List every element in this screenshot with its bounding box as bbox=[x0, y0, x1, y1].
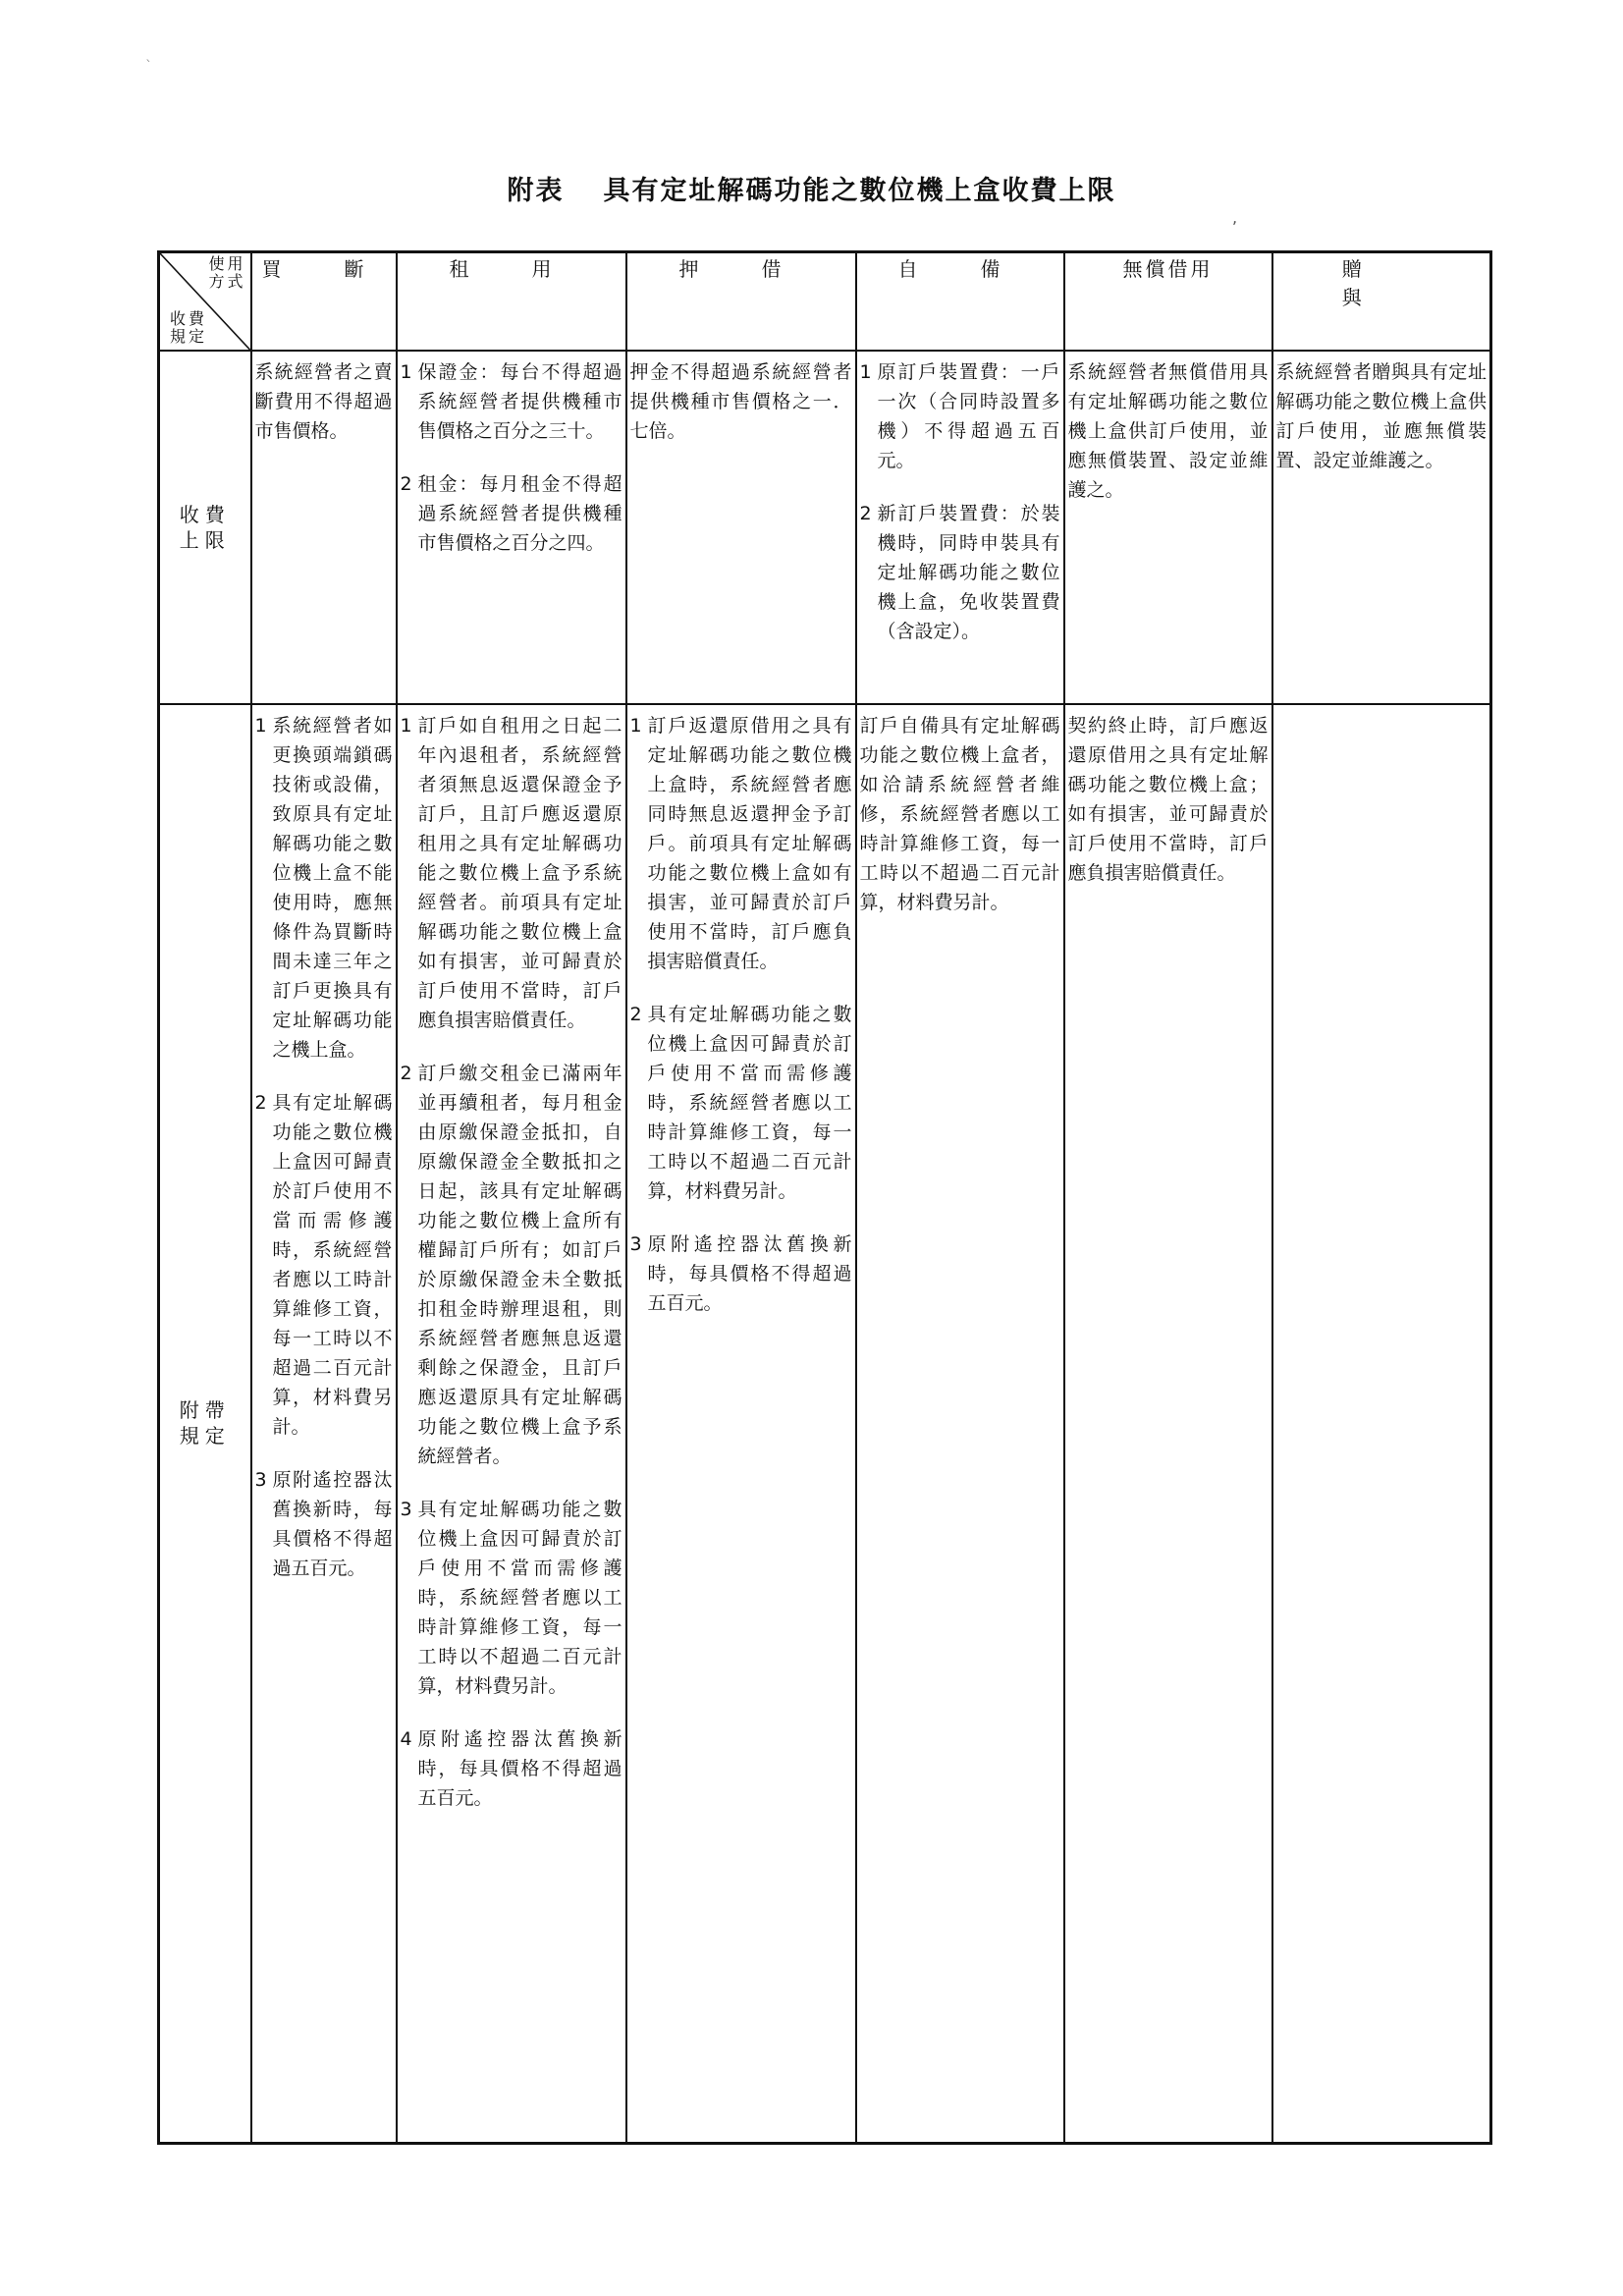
clause-number: 3 bbox=[629, 1233, 642, 1255]
clause bbox=[401, 1059, 622, 1471]
cell bbox=[626, 704, 856, 2143]
clause bbox=[630, 1000, 852, 1206]
clause-text: 系統經營者如更換頭端鎖碼技術或設備，致原具有定址解碼功能之數位機上盒不能使用時，應無條件為買斷時間未達三年之訂戶更換具有定址解碼功能之機上盒。 bbox=[272, 715, 393, 1061]
clause-number: 1 bbox=[629, 715, 642, 737]
clause bbox=[401, 711, 622, 1035]
row-fee-limit bbox=[159, 351, 1491, 704]
page-title bbox=[0, 169, 1623, 207]
clause-text: 具有定址解碼功能之數位機上盒因可歸責於訂戶使用不當而需修護時，系統經營者應以工時計算維修工資，每一工時以不超過二百元計算，材料費另計。 bbox=[647, 1004, 852, 1202]
clause-number: 3 bbox=[254, 1469, 267, 1491]
header-gift: 贈 與 bbox=[1272, 252, 1491, 352]
clause-text: 原附遙控器汰舊換新時，每具價格不得超過五百元。 bbox=[272, 1469, 393, 1579]
clause bbox=[860, 357, 1060, 475]
clause bbox=[1276, 357, 1488, 475]
clause-text: 租金：每月租金不得超過系統經營者提供機種市售價格之百分之四。 bbox=[417, 473, 622, 554]
cell bbox=[397, 704, 626, 2143]
corner-use-label: 使用方式 bbox=[208, 254, 246, 291]
clause-text: 原附遙控器汰舊換新時，每具價格不得超過五百元。 bbox=[647, 1233, 852, 1314]
clause-number: 2 bbox=[859, 503, 872, 524]
clause-text: 具有定址解碼功能之數位機上盒因可歸責於訂戶使用不當而需修護時，系統經營者應以工時計算維修工資，每一工時以不超過二百元計算，材料費另計。 bbox=[272, 1092, 393, 1438]
fee-limit-table bbox=[157, 250, 1499, 2145]
clause-text: 訂戶自備具有定址解碼功能之數位機上盒者，如洽請系統經營者維修，系統經營者應以工時計算維修工資，每一工時以不超過二百元計算，材料費另計。 bbox=[859, 715, 1060, 913]
clause-number: 2 bbox=[254, 1092, 267, 1114]
clause-number: 3 bbox=[400, 1499, 412, 1520]
clause-number: 1 bbox=[254, 715, 267, 737]
title-prefix: 附表 bbox=[507, 176, 565, 206]
row-additional-rules bbox=[159, 704, 1491, 2143]
clause-number: 1 bbox=[859, 361, 872, 383]
clause-text: 原附遙控器汰舊換新時，每具價格不得超過五百元。 bbox=[417, 1728, 622, 1809]
clause-text: 契約終止時，訂戶應返還原借用之具有定址解碼功能之數位機上盒；如有損害，並可歸責於訂戶使用不當時，訂戶應負損害賠償責任。 bbox=[1067, 715, 1269, 884]
header-buyout: 買 斷 bbox=[251, 252, 397, 352]
clause-text: 訂戶返還原借用之具有定址解碼功能之數位機上盒時，系統經營者應同時無息返還押金予訂戶。前項具有定址解碼功能之數位機上盒如有損害，並可歸責於訂戶使用不當時，訂戶應負損害賠償責任。 bbox=[647, 715, 852, 972]
clause bbox=[401, 1724, 622, 1813]
clause-text: 系統經營者無償借用具有定址解碼功能之數位機上盒供訂戶使用，並應無償裝置、設定並維護之。 bbox=[1067, 361, 1269, 501]
cell bbox=[856, 351, 1064, 704]
cell bbox=[397, 351, 626, 704]
clause bbox=[255, 711, 393, 1065]
row-label-text: 附帶規定 bbox=[179, 1398, 231, 1449]
cell bbox=[251, 704, 397, 2143]
clause bbox=[401, 357, 622, 446]
clause-text: 押金不得超過系統經營者提供機種市售價格之一．七倍。 bbox=[629, 361, 852, 442]
clause-number: 2 bbox=[400, 473, 412, 495]
clause bbox=[255, 1465, 393, 1583]
clause-number: 2 bbox=[629, 1004, 642, 1025]
cell bbox=[856, 704, 1064, 2143]
title-text: 具有定址解碼功能之數位機上盒收費上限 bbox=[603, 176, 1116, 206]
header-self-provided: 自 備 bbox=[856, 252, 1064, 352]
cell bbox=[251, 351, 397, 704]
clause-number: 1 bbox=[400, 361, 412, 383]
clause-text: 保證金：每台不得超過系統經營者提供機種市售價格之百分之三十。 bbox=[417, 361, 622, 442]
cell bbox=[1064, 704, 1272, 2143]
clause bbox=[1068, 711, 1269, 888]
cell bbox=[626, 351, 856, 704]
header-row bbox=[159, 252, 1491, 352]
clause bbox=[1068, 357, 1269, 505]
cell bbox=[1272, 704, 1491, 2143]
clause bbox=[860, 499, 1060, 646]
header-rental: 租 用 bbox=[397, 252, 626, 352]
clause bbox=[860, 711, 1060, 917]
cell bbox=[1064, 351, 1272, 704]
clause-number: 2 bbox=[400, 1063, 412, 1084]
cell bbox=[1272, 351, 1491, 704]
clause-text: 原訂戶裝置費：一戶一次（合同時設置多機）不得超過五百元。 bbox=[877, 361, 1060, 471]
clause bbox=[255, 1088, 393, 1442]
corner-fee-label: 收費規定 bbox=[169, 309, 207, 346]
clause bbox=[630, 357, 852, 446]
clause bbox=[630, 711, 852, 976]
clause bbox=[401, 1495, 622, 1701]
clause-number: 4 bbox=[400, 1728, 412, 1750]
row-label-additional-rules bbox=[159, 704, 251, 2143]
clause bbox=[255, 357, 393, 446]
clause-text: 具有定址解碼功能之數位機上盒因可歸責於訂戶使用不當而需修護時，系統經營者應以工時計算維修工資，每一工時以不超過二百元計算，材料費另計。 bbox=[417, 1499, 622, 1697]
row-label-fee-limit bbox=[159, 351, 251, 704]
row-label-text: 收費上限 bbox=[179, 503, 231, 552]
clause-text: 系統經營者之賣斷費用不得超過市售價格。 bbox=[254, 361, 393, 442]
clause-number: 1 bbox=[400, 715, 412, 737]
corner-header bbox=[159, 252, 251, 352]
header-free-loan: 無償借用 bbox=[1064, 252, 1272, 352]
scan-mark: ` bbox=[145, 59, 152, 75]
clause bbox=[630, 1230, 852, 1318]
clause-text: 訂戶如自租用之日起二年內退租者，系統經營者須無息返還保證金予訂戶，且訂戶應返還原租用之具有定址解碼功能之數位機上盒予系統經營者。前項具有定址解碼功能之數位機上盒如有損害，並可歸責於訂戶使用不當時，訂戶應負損害賠償責任。 bbox=[417, 715, 622, 1031]
header-deposit-loan: 押 借 bbox=[626, 252, 856, 352]
clause-text: 系統經營者贈與具有定址解碼功能之數位機上盒供訂戶使用，並應無償裝置、設定並維護之。 bbox=[1275, 361, 1487, 471]
scan-mark: , bbox=[1232, 208, 1238, 227]
clause-text: 新訂戶裝置費：於裝機時，同時申裝具有定址解碼功能之數位機上盒，免收裝置費（含設定）。 bbox=[877, 503, 1060, 642]
clause bbox=[401, 469, 622, 558]
clause-text: 訂戶繳交租金已滿兩年並再續租者，每月租金由原繳保證金抵扣，自原繳保證金全數抵扣之日起，該具有定址解碼功能之數位機上盒所有權歸訂戶所有；如訂戶於原繳保證金未全數抵扣租金時辦理退租，則系統經營者應無息返還剩餘之保證金，且訂戶應返還原具有定址解碼功能之數位機上盒予系統經營者。 bbox=[417, 1063, 622, 1467]
